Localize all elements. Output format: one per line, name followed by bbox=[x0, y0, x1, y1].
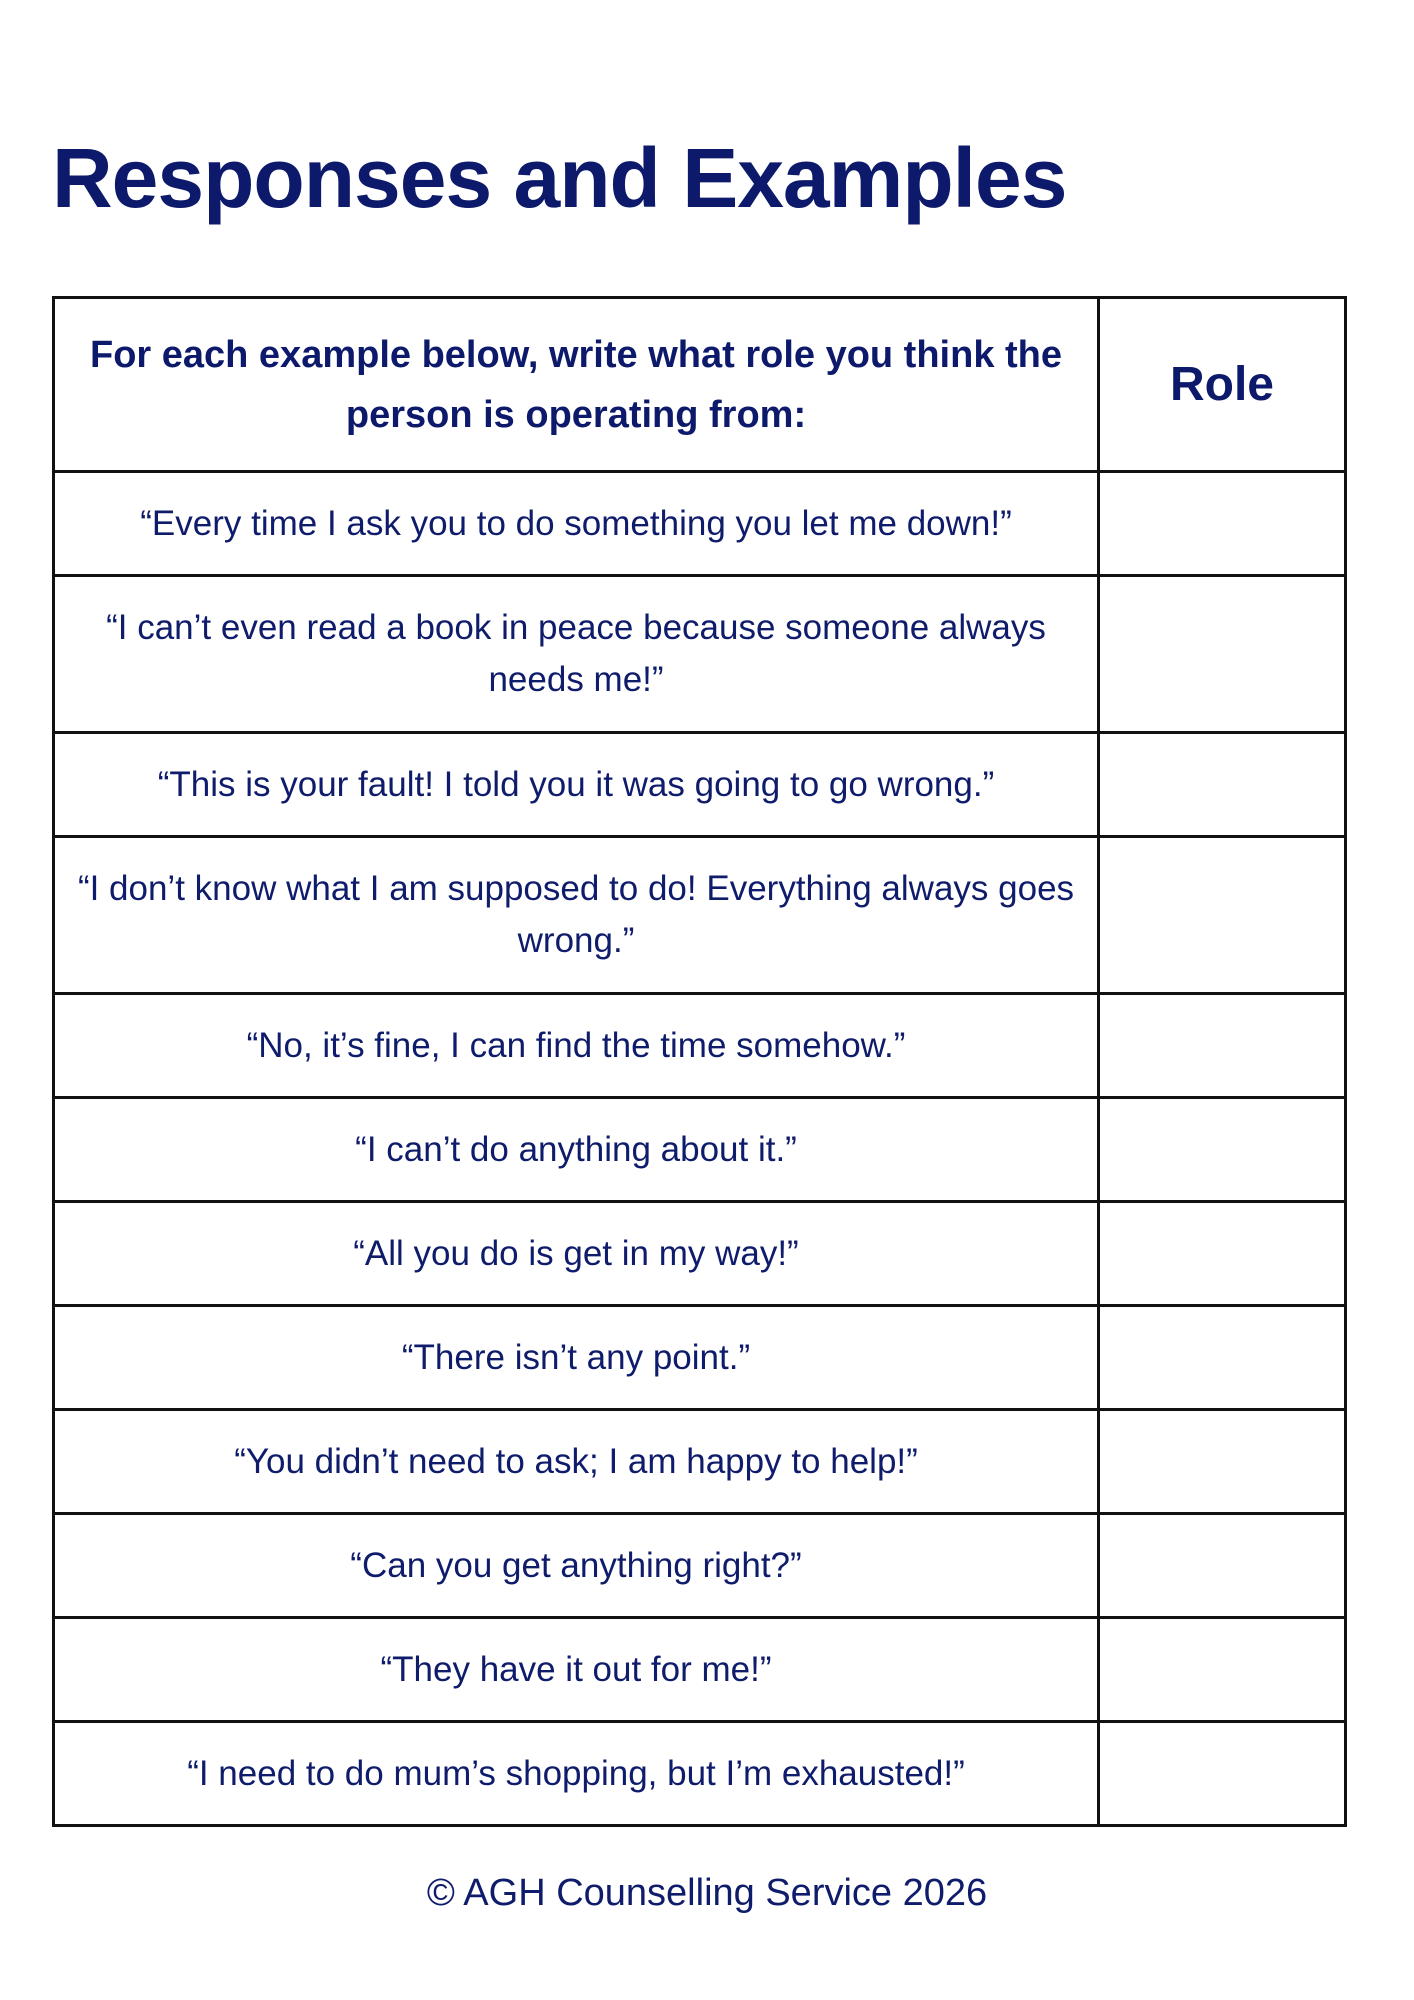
example-cell: “They have it out for me!” bbox=[54, 1618, 1099, 1722]
example-cell: “All you do is get in my way!” bbox=[54, 1202, 1099, 1306]
role-answer-cell[interactable] bbox=[1099, 576, 1346, 733]
example-cell: “There isn’t any point.” bbox=[54, 1306, 1099, 1410]
prompt-header: For each example below, write what role you think the person is operating from: bbox=[54, 298, 1099, 472]
table-row bbox=[54, 1722, 1346, 1826]
table-row bbox=[54, 1514, 1346, 1618]
role-answer-cell[interactable] bbox=[1099, 1618, 1346, 1722]
example-cell: “I need to do mum’s shopping, but I’m exhausted!” bbox=[54, 1722, 1099, 1826]
role-answer-cell[interactable] bbox=[1099, 1202, 1346, 1306]
roles-table bbox=[52, 296, 1347, 1827]
role-answer-cell[interactable] bbox=[1099, 1098, 1346, 1202]
page-title: Responses and Examples bbox=[52, 131, 1067, 225]
example-cell: “No, it’s fine, I can find the time somehow.” bbox=[54, 994, 1099, 1098]
example-cell: “Every time I ask you to do something you let me down!” bbox=[54, 472, 1099, 576]
table-row bbox=[54, 837, 1346, 994]
example-cell: “I don’t know what I am supposed to do! Everything always goes wrong.” bbox=[54, 837, 1099, 994]
table-row bbox=[54, 1098, 1346, 1202]
copyright-footer: © AGH Counselling Service 2026 bbox=[426, 1872, 988, 1914]
example-cell: “Can you get anything right?” bbox=[54, 1514, 1099, 1618]
table-header-row bbox=[54, 298, 1346, 472]
example-cell: “This is your fault! I told you it was going to go wrong.” bbox=[54, 733, 1099, 837]
table-row bbox=[54, 1618, 1346, 1722]
role-header: Role bbox=[1099, 298, 1346, 472]
example-cell: “You didn’t need to ask; I am happy to help!” bbox=[54, 1410, 1099, 1514]
table-row bbox=[54, 1410, 1346, 1514]
role-answer-cell[interactable] bbox=[1099, 837, 1346, 994]
role-answer-cell[interactable] bbox=[1099, 472, 1346, 576]
role-answer-cell[interactable] bbox=[1099, 1722, 1346, 1826]
role-answer-cell[interactable] bbox=[1099, 733, 1346, 837]
table-row bbox=[54, 472, 1346, 576]
table-row bbox=[54, 1306, 1346, 1410]
table-row bbox=[54, 994, 1346, 1098]
role-answer-cell[interactable] bbox=[1099, 1410, 1346, 1514]
table-row bbox=[54, 1202, 1346, 1306]
role-answer-cell[interactable] bbox=[1099, 994, 1346, 1098]
role-answer-cell[interactable] bbox=[1099, 1306, 1346, 1410]
role-answer-cell[interactable] bbox=[1099, 1514, 1346, 1618]
example-cell: “I can’t even read a book in peace because someone always needs me!” bbox=[54, 576, 1099, 733]
table-row bbox=[54, 733, 1346, 837]
table-row bbox=[54, 576, 1346, 733]
example-cell: “I can’t do anything about it.” bbox=[54, 1098, 1099, 1202]
